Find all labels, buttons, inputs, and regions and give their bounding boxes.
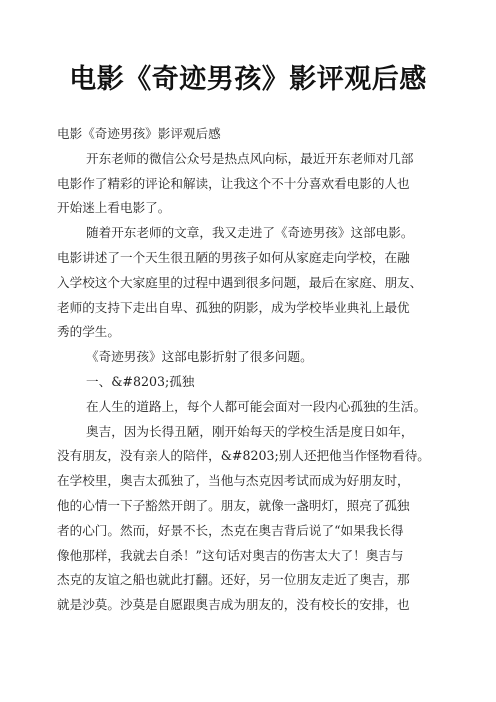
body-line: 《奇迹男孩》这部电影折射了很多问题。 — [86, 349, 313, 365]
body-line: 在人生的道路上，每个人都可能会面对一段内心孤独的生活。 — [86, 398, 427, 414]
document-title: 电影《奇迹男孩》影评观后感 — [69, 64, 427, 95]
body-line: 老师的支持下走出自卑、孤独的阴影，成为学校毕业典礼上最优 — [57, 299, 410, 315]
body-line: 入学校这个大家庭里的过程中遇到很多问题，最后在家庭、朋友、 — [57, 274, 423, 290]
body-line: 杰克的友谊之船也就此打翻。还好，另一位朋友走近了奥吉，那 — [57, 572, 410, 588]
body-line: 电影《奇迹男孩》影评观后感 — [57, 126, 221, 141]
document-body — [57, 122, 477, 618]
body-line: 奥吉，因为长得丑陋，刚开始每天的学校生活是度日如年， — [86, 423, 414, 439]
body-line: 者的心门。然而，好景不长，杰克在奥吉背后说了“如果我长得 — [57, 522, 404, 538]
body-line: 就是沙莫。沙莫是自愿跟奥吉成为朋友的，没有校长的安排，也 — [57, 597, 410, 613]
body-line: 一、&#8203;孤独 — [86, 373, 195, 389]
body-line: 像他那样，我就去自杀！”这句话对奥吉的伤害太大了！奥吉与 — [57, 547, 404, 563]
body-line: 电影作了精彩的评论和解读，让我这个不十分喜欢看电影的人也 — [57, 175, 410, 191]
body-line: 随着开东老师的文章，我又走进了《奇迹男孩》这部电影。 — [86, 225, 414, 241]
body-line: 在学校里，奥吉太孤独了，当他与杰克因考试而成为好朋友时， — [57, 473, 410, 489]
body-line: 电影讲述了一个天生很丑陋的男孩子如何从家庭走向学校，在融 — [57, 249, 410, 265]
body-line: 他的心情一下子豁然开朗了。朋友，就像一盏明灯，照亮了孤独 — [57, 497, 410, 513]
body-line: 开始迷上看电影了。 — [57, 200, 171, 216]
body-line: 开东老师的微信公众号是热点风向标，最近开东老师对几部 — [86, 150, 414, 166]
body-line: 秀的学生。 — [57, 324, 120, 340]
body-line: 没有朋友，没有亲人的陪伴，&#8203;别人还把他当作怪物看待。 — [57, 448, 430, 464]
